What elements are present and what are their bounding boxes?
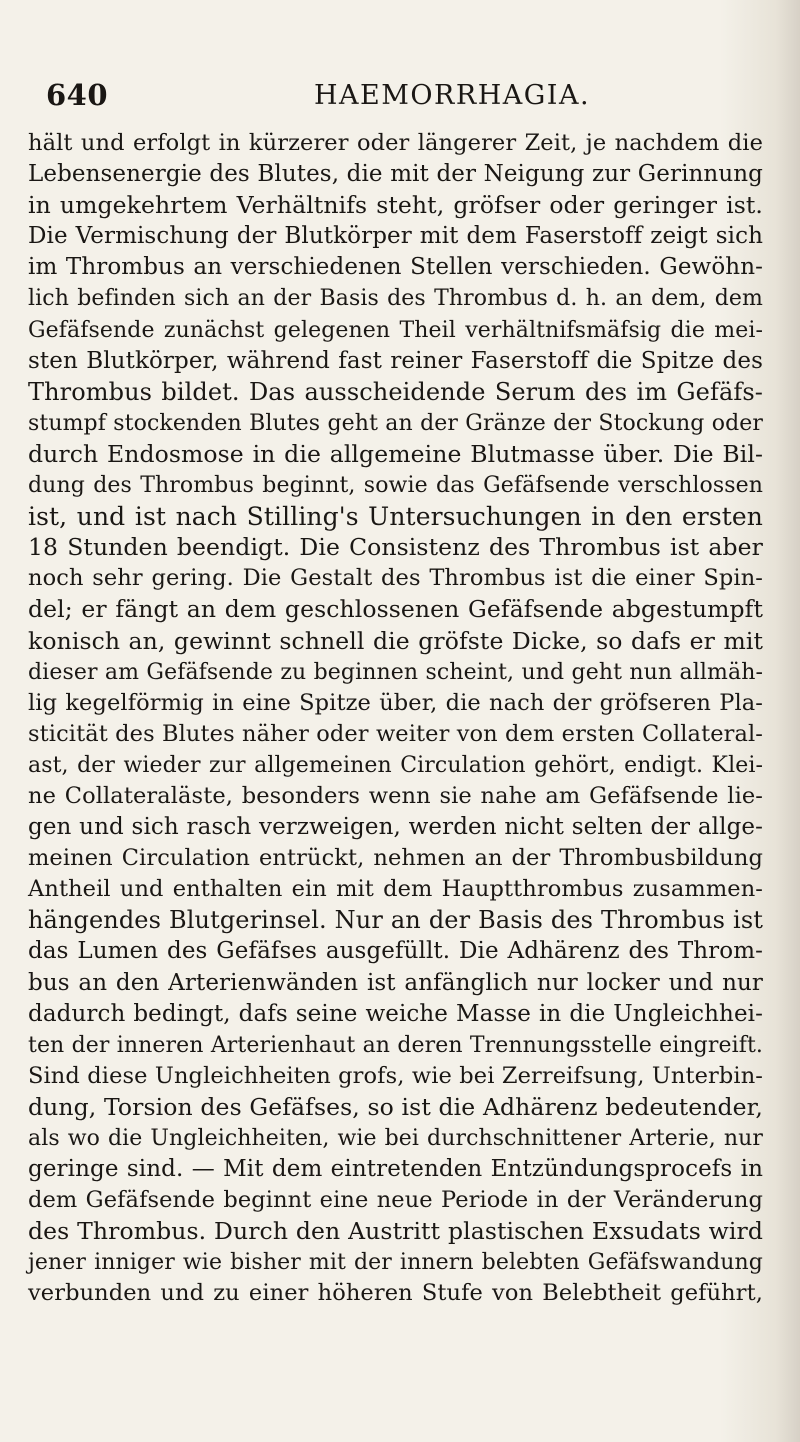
text-line: dieser am Gefäfsende zu beginnen scheint, und geht nun allmäh- [28, 659, 763, 685]
text-line: del; er fängt an dem geschlossenen Gefäfsende abgestumpft [28, 595, 763, 624]
text-line: ten der inneren Arterienhaut an deren Trennungsstelle eingreift. [28, 1032, 763, 1058]
text-line: dadurch bedingt, dafs seine weiche Masse in die Ungleichhei- [28, 1000, 763, 1027]
page-number: 640 [46, 78, 109, 112]
text-line: geringe sind. — Mit dem eintretenden Entzündungsprocefs in [28, 1156, 763, 1183]
text-line: dem Gefäfsende beginnt eine neue Periode in der Veränderung [28, 1187, 763, 1214]
text-line: lig kegelförmig in eine Spitze über, die nach der gröfseren Pla- [28, 689, 763, 716]
text-line: jener inniger wie bisher mit der innern belebten Gefäfswandung [28, 1250, 763, 1276]
text-line: Antheil und enthalten ein mit dem Hauptthrombus zusammen- [28, 876, 763, 903]
text-line: hängendes Blutgerinsel. Nur an der Basis des Thrombus ist [28, 906, 763, 935]
text-line: ne Collateraläste, besonders wenn sie nahe am Gefäfsende lie- [28, 782, 763, 809]
text-line: des Thrombus. Durch den Austritt plastischen Exsudats wird [28, 1217, 763, 1246]
text-line: Lebensenergie des Blutes, die mit der Neigung zur Gerinnung [28, 161, 763, 188]
text-line: durch Endosmose in die allgemeine Blutmasse über. Die Bil- [28, 439, 763, 468]
text-line: Sind diese Ungleichheiten grofs, wie bei Zerreifsung, Unterbin- [28, 1062, 763, 1089]
text-line: dung des Thrombus beginnt, sowie das Gefäfsende verschlossen [28, 473, 763, 499]
running-head: HAEMORRHAGIA. [314, 80, 591, 111]
text-line: als wo die Ungleichheiten, wie bei durchschnittener Arterie, nur [28, 1126, 763, 1151]
text-line: meinen Circulation entrückt, nehmen an der Thrombusbildung [28, 845, 763, 872]
text-line: 18 Stunden beendigt. Die Consistenz des Thrombus ist aber [28, 533, 763, 562]
body-text [28, 128, 763, 1310]
text-line: hält und erfolgt in kürzerer oder längerer Zeit, je nachdem die [28, 130, 763, 156]
text-line: dung, Torsion des Gefäfses, so ist die Adhärenz bedeutender, [28, 1092, 763, 1121]
text-line: konisch an, gewinnt schnell die gröfste Dicke, so dafs er mit [28, 626, 763, 655]
text-line: sten Blutkörper, während fast reiner Faserstoff die Spitze des [28, 347, 763, 374]
text-line: gen und sich rasch verzweigen, werden nicht selten der allge- [28, 814, 763, 841]
text-line: bus an den Arterienwänden ist anfänglich nur locker und nur [28, 969, 763, 996]
text-line: Gefäfsende zunächst gelegenen Theil verhältnifsmäfsig die mei- [28, 317, 763, 343]
text-line: lich befinden sich an der Basis des Thrombus d. h. an dem, dem [28, 286, 763, 312]
text-line: das Lumen des Gefäfses ausgefüllt. Die Adhärenz des Throm- [28, 938, 763, 965]
text-line: in umgekehrtem Verhältnifs steht, gröfser oder geringer ist. [28, 191, 763, 220]
text-line: ist, und ist nach Stilling's Untersuchungen in den ersten [28, 502, 763, 532]
text-line: sticität des Blutes näher oder weiter von dem ersten Collateral- [28, 720, 763, 747]
text-line: stumpf stockenden Blutes geht an der Gränze der Stockung oder [28, 410, 763, 436]
text-line: verbunden und zu einer höheren Stufe von Belebtheit geführt, [28, 1280, 763, 1307]
page-header [46, 78, 766, 118]
text-line: im Thrombus an verschiedenen Stellen verschieden. Gewöhn- [28, 254, 763, 281]
text-line: ast, der wieder zur allgemeinen Circulation gehört, endigt. Klei- [28, 752, 763, 778]
text-line: Die Vermischung der Blutkörper mit dem Faserstoff zeigt sich [28, 223, 763, 250]
text-line: noch sehr gering. Die Gestalt des Thrombus ist die einer Spin- [28, 565, 763, 592]
text-line: Thrombus bildet. Das ausscheidende Serum des im Gefäfs- [28, 377, 763, 406]
